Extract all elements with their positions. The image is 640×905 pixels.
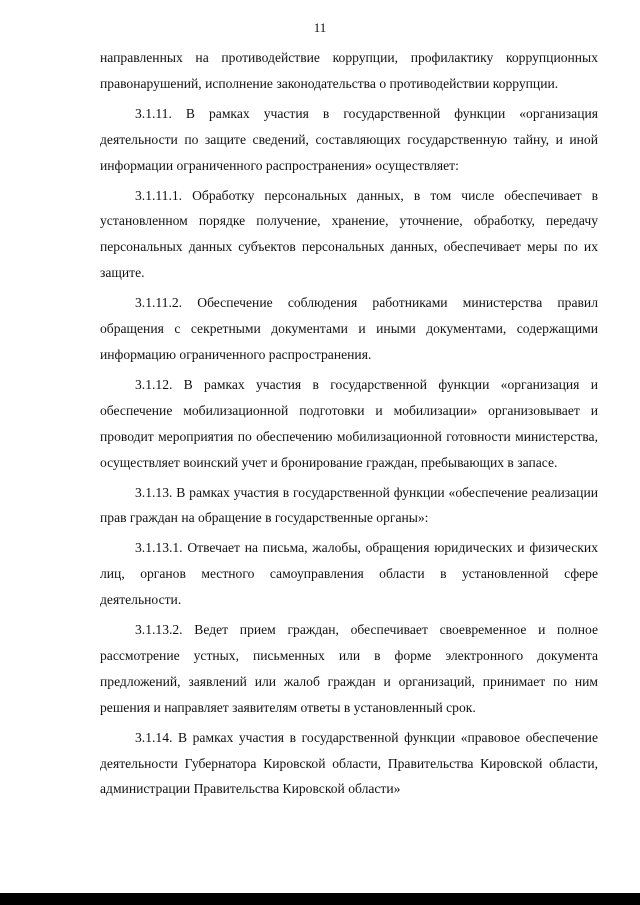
- scan-bottom-edge: [0, 893, 640, 905]
- paragraph-3-1-13-2: 3.1.13.2. Ведет прием граждан, обеспечивает своевременное и полное рассмотрение устных, письменных или в форме электронного документа предложений, заявлений или жалоб граждан и организаций, принимает по ним решения и направляет заявителям ответы в установленный срок.: [100, 622, 598, 715]
- paragraph-3-1-11: 3.1.11. В рамках участия в государственной функции «организация деятельности по защите сведений, составляющих государственную тайну, и иной информации ограниченного распространения» осуществляет:: [100, 105, 598, 173]
- paragraph-3-1-11-1: 3.1.11.1. Обработку персональных данных, в том числе обеспечивает в установленном порядке получение, хранение, уточнение, обработку, передачу персональных данных субъектов персональных данных, обеспечивает меры по их защите.: [100, 187, 598, 281]
- paragraph-3-1-11-2: 3.1.11.2. Обеспечение соблюдения работниками министерства правил обращения с секретными документами и иными документами, содержащими информацию ограниченного распространения.: [100, 295, 598, 362]
- document-body: [100, 45, 598, 806]
- paragraph-3-1-12: 3.1.12. В рамках участия в государственной функции «организация и обеспечение мобилизационной подготовки и мобилизации» организовывает и проводит мероприятия по обеспечению мобилизационной готовности министерства, осуществляет воинский учет и бронирование граждан, пребывающих в запасе.: [100, 376, 598, 470]
- paragraph-3-1-14: 3.1.14. В рамках участия в государственной функции «правовое обеспечение деятельности Губернатора Кировской области, Правительства Кировской области, администрации Правительства Кировской области»: [100, 729, 598, 797]
- page-number: 11: [313, 20, 327, 35]
- paragraph-continuation: направленных на противодействие коррупции, профилактику коррупционных правонарушений, исполнение законодательства о противодействии коррупции.: [100, 50, 598, 91]
- paragraph-3-1-13: 3.1.13. В рамках участия в государственной функции «обеспечение реализации прав граждан на обращение в государственные органы»:: [100, 484, 598, 526]
- paragraph-3-1-13-1: 3.1.13.1. Отвечает на письма, жалобы, обращения юридических и физических лиц, органов местного самоуправления области в установленной сфере деятельности.: [100, 540, 598, 608]
